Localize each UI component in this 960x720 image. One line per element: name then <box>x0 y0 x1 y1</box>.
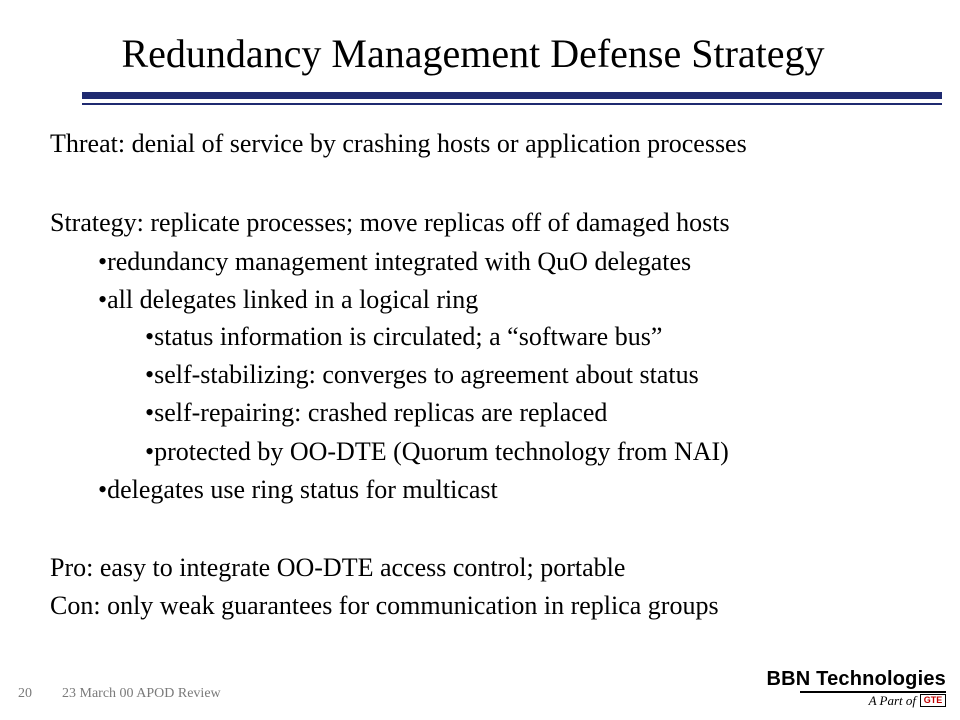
page-title: Redundancy Management Defense Strategy <box>121 31 825 76</box>
gte-logo-icon: GTE <box>920 694 946 707</box>
company-logo <box>760 668 946 708</box>
sub-bullet-item: •protected by OO-DTE (Quorum technology from NAI) <box>145 437 729 466</box>
title-rule-thick <box>82 92 942 99</box>
sub-bullet-item: •status information is circulated; a “software bus” <box>145 322 663 351</box>
bullet-item: •delegates use ring status for multicast <box>98 475 498 504</box>
bullet-item: •redundancy management integrated with QuO delegates <box>98 247 692 276</box>
sub-bullet-item: •self-repairing: crashed replicas are replaced <box>145 398 608 427</box>
con-line: Con: only weak guarantees for communication in replica groups <box>50 591 719 620</box>
logo-tagline: A Part of <box>868 693 916 708</box>
pro-line: Pro: easy to integrate OO-DTE access control; portable <box>50 553 626 582</box>
footer-page-number: 20 <box>18 686 32 701</box>
bullet-item: •all delegates linked in a logical ring <box>98 285 479 314</box>
title-rule-thin <box>82 103 942 105</box>
logo-name: BBN Technologies <box>766 668 946 690</box>
threat-line: Threat: denial of service by crashing hosts or application processes <box>50 129 747 158</box>
sub-bullet-item: •self-stabilizing: converges to agreement about status <box>145 360 699 389</box>
footer-event: 23 March 00 APOD Review <box>62 686 221 701</box>
strategy-line: Strategy: replicate processes; move replicas off of damaged hosts <box>50 208 730 237</box>
